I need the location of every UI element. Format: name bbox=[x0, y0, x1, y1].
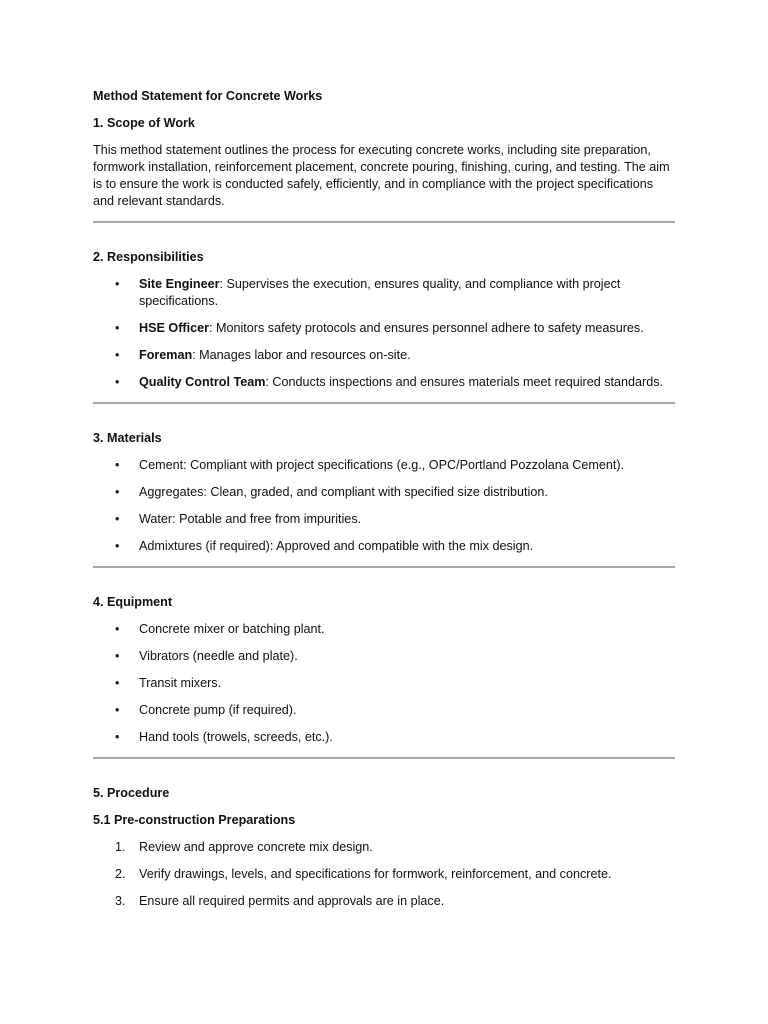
equipment-text: Transit mixers. bbox=[139, 676, 222, 690]
list-item bbox=[93, 276, 675, 310]
step-number: 1. bbox=[115, 840, 126, 854]
role-name: Foreman bbox=[139, 348, 193, 362]
bullet-icon: • bbox=[115, 512, 120, 526]
list-item bbox=[93, 893, 675, 910]
role-description: : Conducts inspections and ensures materials meet required standards. bbox=[265, 375, 664, 389]
bullet-icon: • bbox=[115, 321, 120, 335]
list-item bbox=[93, 621, 675, 638]
role-description: : Manages labor and resources on-site. bbox=[192, 348, 411, 362]
equipment-list bbox=[93, 621, 675, 746]
bullet-icon: • bbox=[115, 703, 120, 717]
procedure-subheading: 5.1 Pre-construction Preparations bbox=[93, 813, 296, 827]
list-item bbox=[93, 347, 675, 364]
document-title: Method Statement for Concrete Works bbox=[93, 89, 323, 103]
list-item bbox=[93, 866, 675, 883]
equipment-text: Vibrators (needle and plate). bbox=[139, 649, 298, 663]
list-item bbox=[93, 648, 675, 665]
procedure-heading: 5. Procedure bbox=[93, 786, 170, 800]
materials-list bbox=[93, 457, 675, 555]
list-item bbox=[93, 457, 675, 474]
bullet-icon: • bbox=[115, 485, 120, 499]
scope-paragraph: This method statement outlines the process for executing concrete works, including site preparation, formwork installation, reinforcement placement, concrete pouring, finishing, curing, and testing. The aim is to ensure the work is conducted safely, efficiently, and in compliance with the project specifications and relevant standards. bbox=[93, 143, 670, 208]
list-item bbox=[93, 729, 675, 746]
bullet-icon: • bbox=[115, 622, 120, 636]
step-text: Verify drawings, levels, and specifications for formwork, reinforcement, and concrete. bbox=[139, 867, 612, 881]
role-description: : Monitors safety protocols and ensures personnel adhere to safety measures. bbox=[209, 321, 644, 335]
material-text: Cement: Compliant with project specifications (e.g., OPC/Portland Pozzolana Cement). bbox=[139, 458, 625, 472]
list-item bbox=[93, 484, 675, 501]
bullet-icon: • bbox=[115, 277, 120, 291]
section-divider bbox=[93, 221, 675, 223]
list-item bbox=[93, 538, 675, 555]
equipment-text: Concrete mixer or batching plant. bbox=[139, 622, 325, 636]
step-number: 3. bbox=[115, 894, 126, 908]
section-divider bbox=[93, 757, 675, 759]
procedure-steps bbox=[93, 839, 675, 910]
list-item bbox=[93, 839, 675, 856]
list-item bbox=[93, 702, 675, 719]
bullet-icon: • bbox=[115, 539, 120, 553]
responsibilities-list bbox=[93, 276, 675, 391]
bullet-icon: • bbox=[115, 348, 120, 362]
role-name: HSE Officer bbox=[139, 321, 209, 335]
bullet-icon: • bbox=[115, 730, 120, 744]
responsibilities-heading: 2. Responsibilities bbox=[93, 250, 204, 264]
equipment-text: Concrete pump (if required). bbox=[139, 703, 297, 717]
list-item bbox=[93, 675, 675, 692]
material-text: Water: Potable and free from impurities. bbox=[139, 512, 362, 526]
bullet-icon: • bbox=[115, 375, 120, 389]
scope-heading: 1. Scope of Work bbox=[93, 116, 195, 130]
step-text: Review and approve concrete mix design. bbox=[139, 840, 373, 854]
role-description: : Supervises the execution, ensures quality, and compliance with project specifications. bbox=[139, 277, 621, 308]
equipment-text: Hand tools (trowels, screeds, etc.). bbox=[139, 730, 333, 744]
list-item bbox=[93, 320, 675, 337]
role-name: Quality Control Team bbox=[139, 375, 266, 389]
step-number: 2. bbox=[115, 867, 126, 881]
section-divider bbox=[93, 402, 675, 404]
section-divider bbox=[93, 566, 675, 568]
material-text: Admixtures (if required): Approved and compatible with the mix design. bbox=[139, 539, 534, 553]
bullet-icon: • bbox=[115, 649, 120, 663]
role-name: Site Engineer bbox=[139, 277, 220, 291]
list-item bbox=[93, 511, 675, 528]
materials-heading: 3. Materials bbox=[93, 431, 162, 445]
bullet-icon: • bbox=[115, 676, 120, 690]
step-text: Ensure all required permits and approvals are in place. bbox=[139, 894, 445, 908]
material-text: Aggregates: Clean, graded, and compliant with specified size distribution. bbox=[139, 485, 548, 499]
bullet-icon: • bbox=[115, 458, 120, 472]
list-item bbox=[93, 374, 675, 391]
equipment-heading: 4. Equipment bbox=[93, 595, 173, 609]
